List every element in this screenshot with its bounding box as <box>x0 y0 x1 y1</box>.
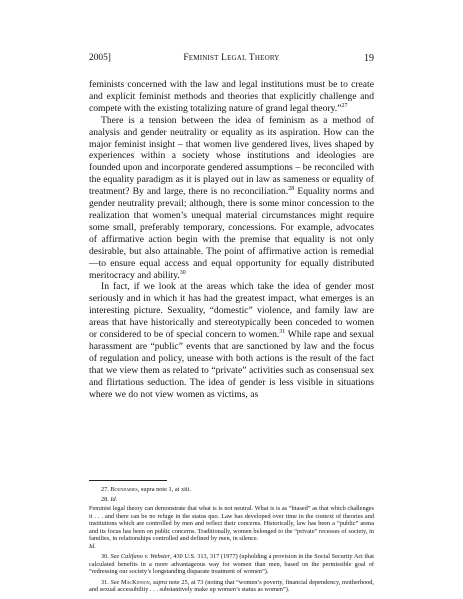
footnote-30 <box>89 553 374 576</box>
footnote-31-text: note 25, at 73 (noting that “women’s poverty, financial dependency, motherhood, and sexual accessibility . . . substantively make up women’s status as women”). <box>89 578 375 594</box>
footnote-31-author: MacKinnon <box>121 578 150 586</box>
header-year: 2005] <box>89 53 111 63</box>
paragraph-1 <box>89 79 374 115</box>
footnote-28-number: 28. <box>101 496 109 504</box>
paragraph-3-text-a: In fact, if we look at the areas which take the idea of gender most seriously and in which it has had the greatest impact, what emerges is an interesting picture. Sexuality, “domestic” violence, and family law are areas that have historically and stereotypically been conceded to women or considered to be of special concern to women. <box>89 281 374 341</box>
footnote-ref-30: 30 <box>179 269 186 276</box>
footnote-30-case: Califano v. Webster <box>120 553 171 561</box>
header-page-number: 19 <box>364 53 374 64</box>
footnote-31: 31. See MacKinnon, supra note 25, at 73 (noting that “women’s poverty, financial dependency, motherhood, and sexual accessibility . . . substantively make up women’s status as women”). <box>89 578 375 594</box>
footnote-28-id: Id. <box>110 496 118 504</box>
paragraph-3 <box>89 281 374 400</box>
footnote-ref-27: 27 <box>341 102 348 109</box>
footnote-27-number: 27. <box>101 486 109 493</box>
paragraph-3-text-b: While rape and sexual harassment are “public” events that are sanctioned by law and the focus of regulation and policy, unease with both actions is the result of the fact that we view them as related to “private” activities such as consensual sex and flirtatious seduction. The idea of gender is less visible in situations where we do not view women as victims, as <box>89 329 375 400</box>
footnote-27-text: , supra note 1, at xiii. <box>137 486 191 493</box>
paragraph-2 <box>89 115 374 282</box>
paragraph-2-text-a: There is a tension between the idea of feminism as a method of analysis and gender neutrality or equality as its aspiration. How can the major feminist insight – that women live gendered lives, lives shaped by experiences within a society whose institutions and ideologies are founded upon and incorporate gendered assumptions – be reconciled with the equality paradigm as it is played out in law as sameness or equality of treatment? By and large, there is no reconciliation. <box>89 114 374 198</box>
footnote-28-block-quote: Feminist legal theory can demonstrate that what is is not neutral. What is is as “biased” as that which challenges it . . . and there can be no refuge in the status quo. Law has developed over time in the context of theories and institutions which are controlled by men and reflect their concerns. Historically, law has been a “public” arena and its focus has been on public concerns. Traditionally, women belonged to the “private” recesses of society, in families, in relationships controlled and defined by men, in silence. <box>89 504 374 543</box>
main-text <box>89 79 374 400</box>
footnote-31-see: See <box>110 578 120 586</box>
paragraph-1-text: feminists concerned with the law and legal institutions must be to create and explicit feminist methods and theories that explicitly challenge and compete with the existing totalizing nature of grand legal theory.” <box>89 79 374 114</box>
footnote-30-text: , 430 U.S. 313, 317 (1977) (upholding a provision in the Social Security Act that calculated benefits in a more advantageous way for women than men, based on the permissible goal of “redressing our society’s longstanding disparate treatment of women”). <box>89 553 374 576</box>
footnote-27 <box>89 486 374 494</box>
footnote-31-supra: supra <box>152 578 168 586</box>
footnote-31-number: 31. <box>101 578 109 586</box>
footnote-ref-31: 31 <box>279 329 286 336</box>
footnote-ref-28: 28 <box>288 186 295 193</box>
footnote-28-closing <box>89 543 374 551</box>
footnote-28 <box>89 496 374 504</box>
running-header <box>89 53 374 65</box>
footnote-30-number: 30. <box>101 553 109 561</box>
header-running-title: Feminist Legal Theory <box>183 53 280 63</box>
footnote-27-author: Boundaries <box>110 486 138 493</box>
footnote-30-see: See <box>110 553 120 561</box>
footnote-28-closing-id: Id. <box>89 542 96 550</box>
footnotes <box>89 486 374 594</box>
footnote-separator <box>89 480 167 481</box>
paragraph-2-text-b: Equality norms and gender neutrality prevail; although, there is some minor concession to the realization that women’s unequal material circumstances might require some small, preferably temporary, concessions. For example, advocates of affirmative action begin with the premise that equality is not only desirable, but also attainable. The point of affirmative action is remedial—to ensure equal access and equal opportunity for equally distributed meritocracy and ability. <box>89 186 374 281</box>
